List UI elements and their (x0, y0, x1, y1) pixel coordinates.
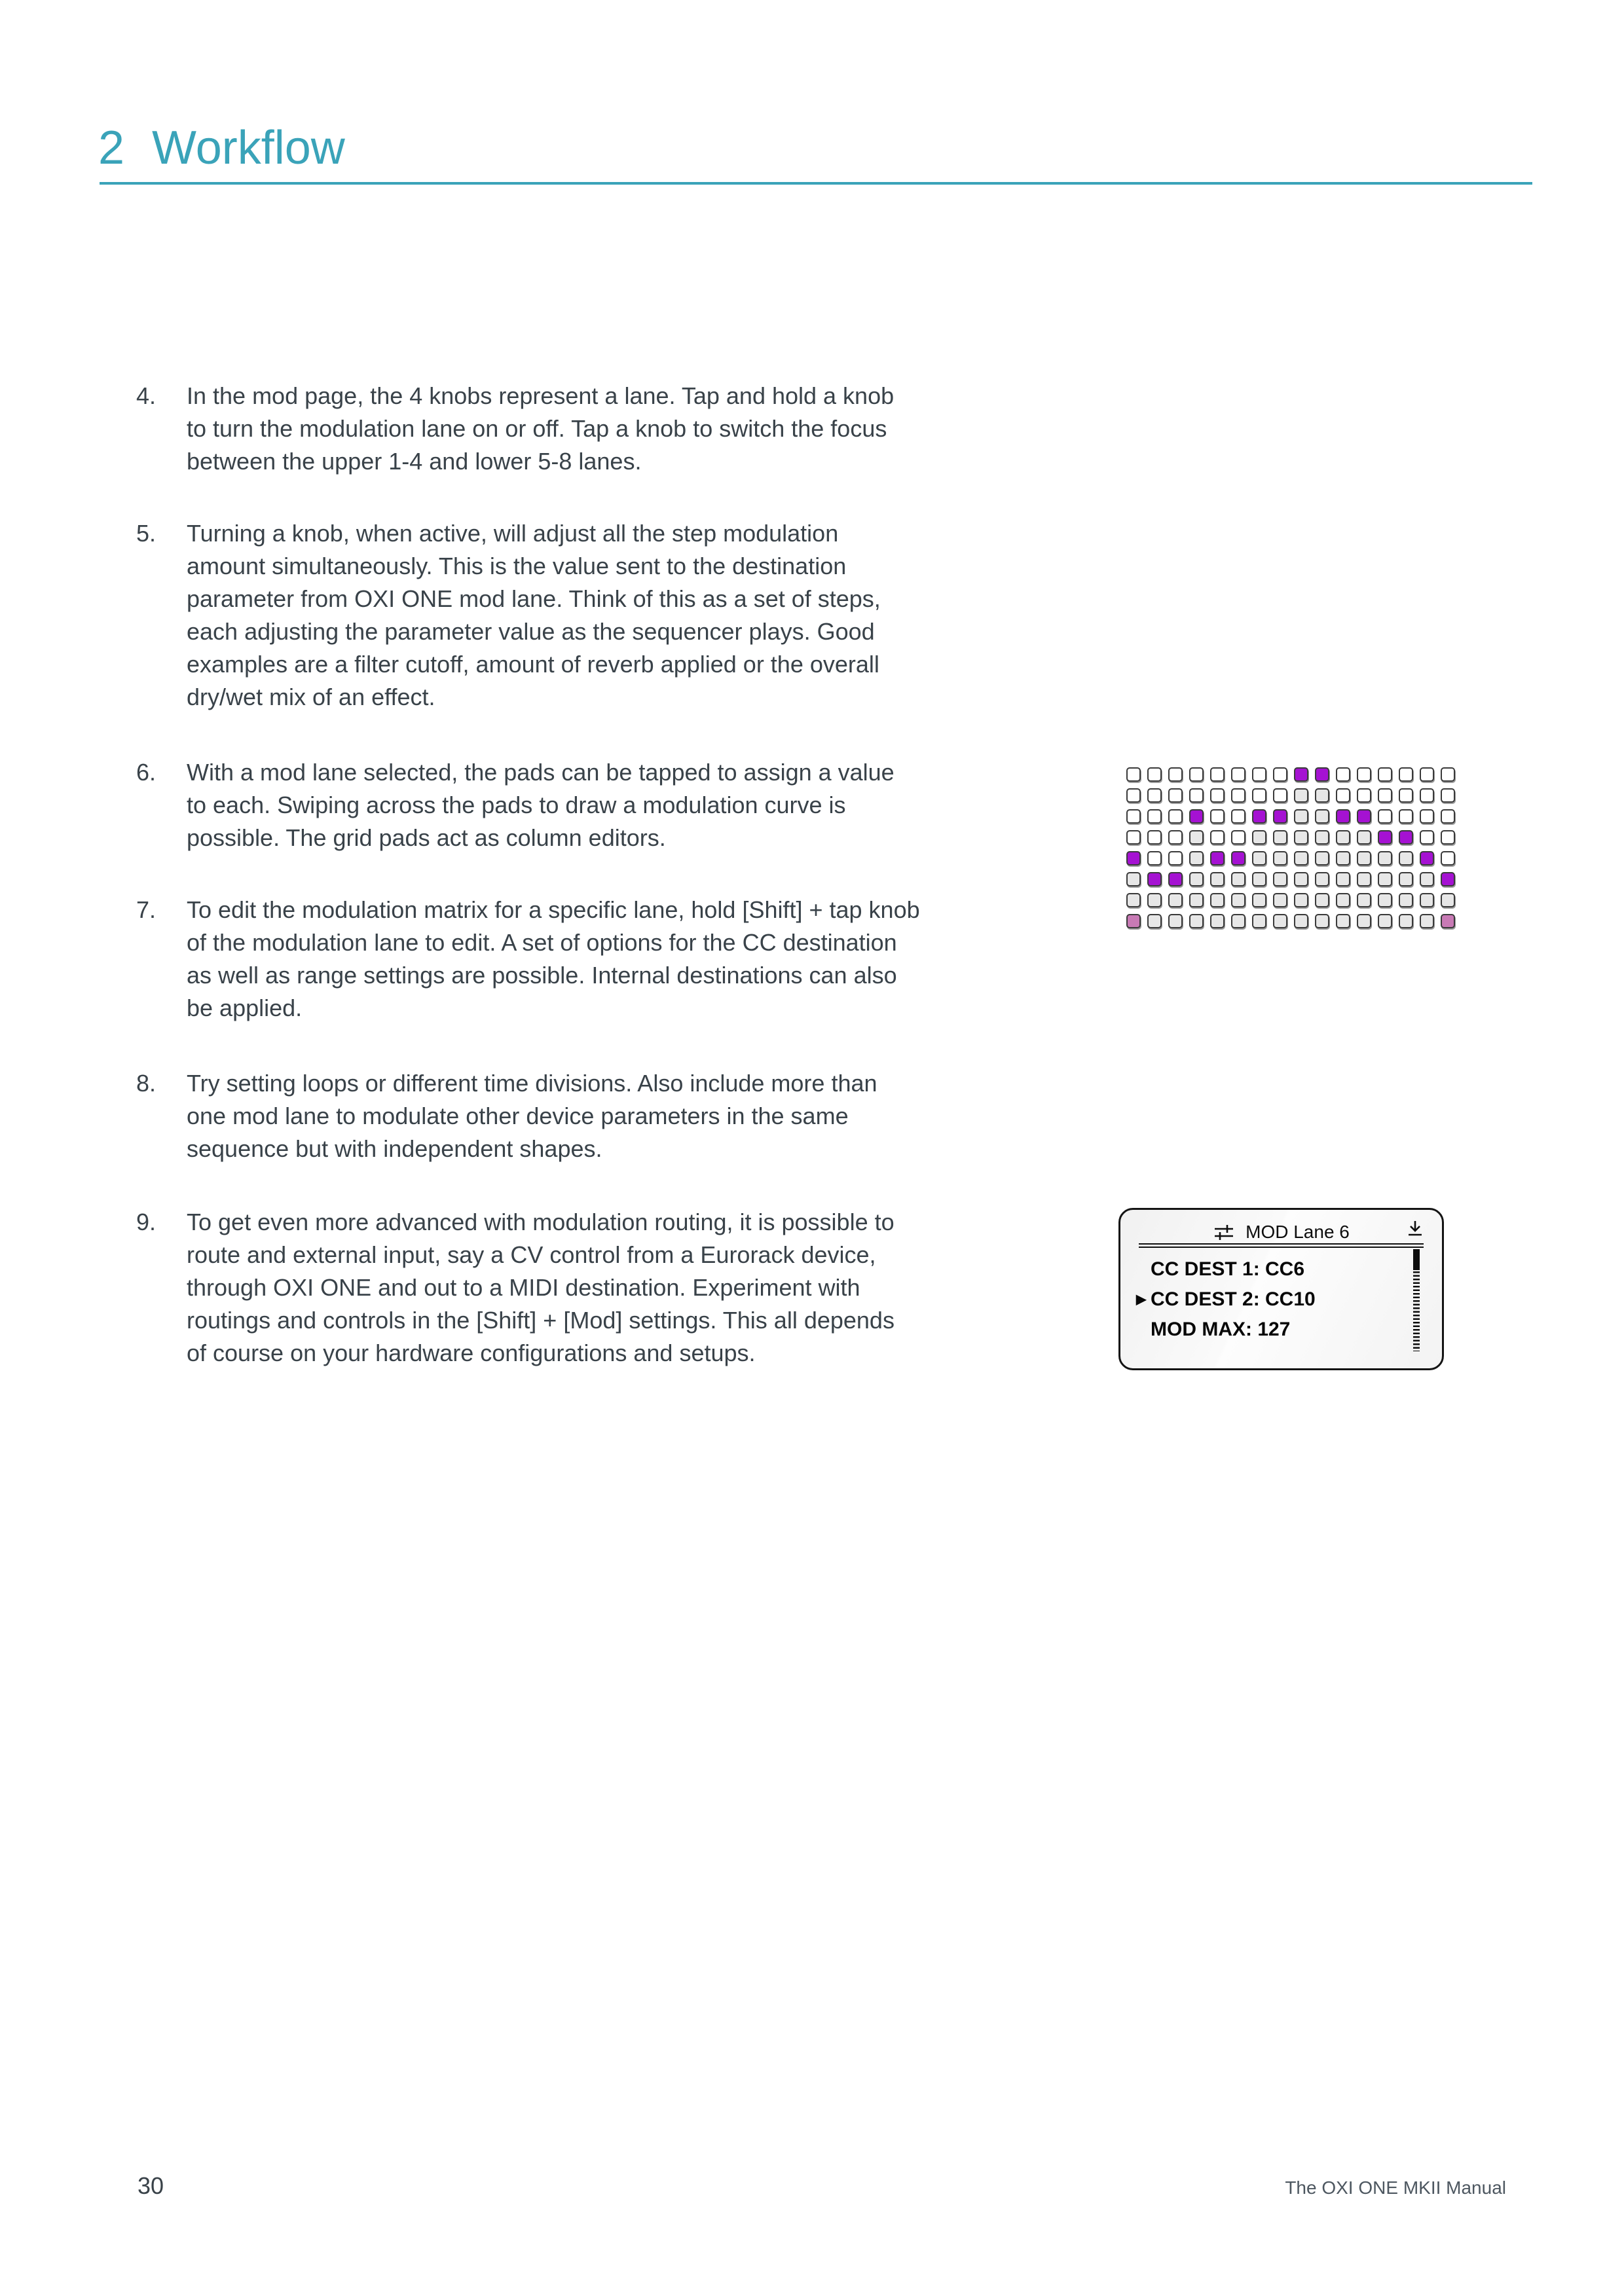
grid-pad-off (1336, 767, 1350, 782)
grid-pad-fill (1315, 851, 1329, 866)
grid-pad-off (1210, 830, 1225, 845)
grid-pad-off (1147, 809, 1162, 824)
grid-pad-fill (1399, 893, 1413, 907)
list-number: 6. (136, 759, 157, 786)
grid-pad-fill (1126, 872, 1141, 886)
menu-row-cc-dest-2 (1136, 1285, 1403, 1315)
grid-pad-fill (1336, 893, 1350, 907)
text-line: With a mod lane selected, the pads can be tapped to assign a value (187, 759, 895, 786)
grid-pad-off (1357, 788, 1371, 803)
grid-pad-fill (1231, 872, 1246, 886)
grid-pad-fill (1315, 872, 1329, 886)
grid-pad-off (1210, 788, 1225, 803)
grid-pad-off (1441, 767, 1455, 782)
display-menu (1136, 1254, 1403, 1345)
scrollbar-track (1413, 1271, 1420, 1351)
menu-cursor-icon: ▶ (1136, 1292, 1147, 1307)
text-line: parameter from OXI ONE mod lane. Think of this as a set of steps, (187, 585, 881, 612)
grid-pad-off (1147, 830, 1162, 845)
grid-pad-fill (1441, 893, 1455, 907)
list-item-9 (136, 1206, 1053, 1370)
scrollbar-thumb (1413, 1249, 1420, 1270)
grid-pad-fill (1252, 872, 1266, 886)
grid-pad-off (1168, 809, 1183, 824)
text-line: of the modulation lane to edit. A set of options for the CC destination (187, 929, 897, 956)
text-line: examples are a filter cutoff, amount of reverb applied or the overall (187, 651, 879, 678)
grid-pad-off (1210, 767, 1225, 782)
grid-pad-off (1420, 788, 1434, 803)
oled-display-illustration (1118, 1208, 1444, 1370)
chapter-heading (98, 120, 345, 175)
grid-pad-fill (1273, 893, 1287, 907)
grid-pad-off (1420, 767, 1434, 782)
grid-pad-fill (1315, 830, 1329, 845)
text-line: route and external input, say a CV control from a Eurorack device, (187, 1241, 876, 1268)
grid-pad-off (1147, 788, 1162, 803)
grid-pad-fill (1273, 914, 1287, 928)
grid-pad-fill (1378, 872, 1392, 886)
grid-pad-active (1378, 830, 1392, 845)
text-line: To edit the modulation matrix for a specific lane, hold [Shift] + tap knob (187, 896, 920, 923)
grid-pad-off (1441, 851, 1455, 866)
page-number: 30 (138, 2172, 164, 2199)
list-item-6 (136, 756, 1053, 854)
list-item-text (187, 1206, 1053, 1370)
grid-pad-fill (1336, 872, 1350, 886)
grid-pad-corner (1126, 914, 1141, 928)
grid-pad-off (1441, 830, 1455, 845)
grid-pad-fill (1399, 851, 1413, 866)
grid-pad-active (1126, 851, 1141, 866)
grid-pad-fill (1315, 914, 1329, 928)
grid-pad-fill (1294, 851, 1308, 866)
text-line: amount simultaneously. This is the value sent to the destination (187, 553, 847, 579)
grid-pad-fill (1147, 893, 1162, 907)
grid-pad-off (1189, 788, 1204, 803)
grid-pad-fill (1189, 830, 1204, 845)
grid-pad-off (1231, 809, 1246, 824)
grid-pad-off (1441, 809, 1455, 824)
list-number: 8. (136, 1070, 157, 1097)
list-number: 5. (136, 520, 157, 547)
text-line: possible. The grid pads act as column editors. (187, 824, 666, 851)
grid-pad-fill (1189, 851, 1204, 866)
grid-pad-fill (1357, 914, 1371, 928)
grid-pad-active (1336, 809, 1350, 824)
grid-pad-fill (1315, 788, 1329, 803)
text-line: to turn the modulation lane on or off. Tap a knob to switch the focus (187, 415, 887, 442)
grid-pad-off (1378, 788, 1392, 803)
grid-pad-off (1126, 788, 1141, 803)
grid-pad-active (1210, 851, 1225, 866)
grid-pad-fill (1147, 914, 1162, 928)
grid-pad-off (1357, 767, 1371, 782)
grid-pad-off (1126, 809, 1141, 824)
grid-pad-fill (1294, 809, 1308, 824)
grid-pad-off (1168, 788, 1183, 803)
list-item-text (187, 894, 1053, 1025)
list-item-text (187, 517, 1053, 714)
grid-pad-active (1294, 767, 1308, 782)
grid-pad-active (1399, 830, 1413, 845)
grid-pad-fill (1210, 872, 1225, 886)
chapter-title: Workflow (152, 122, 345, 174)
grid-pad-fill (1273, 830, 1287, 845)
display-title: MOD Lane 6 (1246, 1222, 1350, 1242)
grid-pad-active (1315, 767, 1329, 782)
text-line: one mod lane to modulate other device parameters in the same (187, 1102, 849, 1129)
grid-pad-fill (1210, 914, 1225, 928)
display-header (1120, 1220, 1442, 1244)
grid-pad-off (1126, 830, 1141, 845)
grid-pad-fill (1399, 914, 1413, 928)
grid-pad-off (1273, 767, 1287, 782)
grid-pad-fill (1294, 893, 1308, 907)
grid-pad-active (1420, 851, 1434, 866)
grid-pad-off (1378, 767, 1392, 782)
mod-pad-grid-illustration (1126, 767, 1455, 928)
grid-pad-off (1168, 767, 1183, 782)
grid-pad-off (1231, 767, 1246, 782)
grid-pad-fill (1273, 872, 1287, 886)
grid-pad-off (1399, 767, 1413, 782)
grid-pad-active (1168, 872, 1183, 886)
grid-pad-off (1210, 809, 1225, 824)
text-line: as well as range settings are possible. Internal destinations can also (187, 962, 897, 989)
menu-item-label: MOD MAX: 127 (1151, 1319, 1291, 1340)
grid-pad-fill (1378, 893, 1392, 907)
grid-pad-active (1147, 872, 1162, 886)
grid-pad-fill (1252, 914, 1266, 928)
text-line: between the upper 1-4 and lower 5-8 lanes. (187, 448, 642, 475)
text-line: To get even more advanced with modulation routing, it is possible to (187, 1209, 895, 1235)
grid-pad-off (1252, 767, 1266, 782)
list-item-4 (136, 380, 1053, 478)
grid-pad-fill (1273, 851, 1287, 866)
grid-pad-fill (1252, 893, 1266, 907)
text-line: be applied. (187, 994, 303, 1021)
grid-pad-active (1357, 809, 1371, 824)
grid-pad-fill (1357, 851, 1371, 866)
text-line: of course on your hardware configurations and setups. (187, 1339, 756, 1366)
grid-pad-active (1441, 872, 1455, 886)
list-number: 4. (136, 382, 157, 409)
menu-item-label: CC DEST 2: CC10 (1151, 1288, 1316, 1310)
grid-pad-fill (1210, 893, 1225, 907)
grid-pad-off (1168, 851, 1183, 866)
grid-pad-active (1231, 851, 1246, 866)
grid-pad-fill (1357, 872, 1371, 886)
list-item-text (187, 756, 1053, 854)
list-item-7 (136, 894, 1053, 1025)
grid-pad-fill (1252, 851, 1266, 866)
list-item-8 (136, 1067, 1053, 1165)
grid-pad-off (1126, 767, 1141, 782)
grid-pad-fill (1315, 809, 1329, 824)
grid-pad-fill (1315, 893, 1329, 907)
grid-pad-fill (1420, 872, 1434, 886)
list-item-text (187, 380, 1053, 478)
list-number: 9. (136, 1209, 157, 1235)
grid-pad-fill (1420, 914, 1434, 928)
grid-pad-off (1420, 830, 1434, 845)
grid-pad-fill (1189, 914, 1204, 928)
grid-pad-off (1147, 851, 1162, 866)
menu-row-mod-max (1151, 1315, 1403, 1345)
grid-pad-fill (1126, 893, 1141, 907)
grid-pad-fill (1399, 872, 1413, 886)
text-line: dry/wet mix of an effect. (187, 683, 435, 710)
grid-pad-fill (1357, 893, 1371, 907)
chapter-rule (100, 182, 1532, 185)
grid-pad-off (1252, 788, 1266, 803)
sliders-icon (1213, 1224, 1235, 1241)
grid-pad-corner (1441, 914, 1455, 928)
text-line: routings and controls in the [Shift] + [Mod] settings. This all depends (187, 1307, 895, 1334)
grid-pad-fill (1231, 893, 1246, 907)
grid-pad-active (1252, 809, 1266, 824)
grid-pad-fill (1294, 872, 1308, 886)
display-scrollbar (1413, 1249, 1420, 1351)
download-icon (1405, 1219, 1425, 1240)
grid-pad-fill (1252, 830, 1266, 845)
grid-pad-off (1399, 788, 1413, 803)
list-number: 7. (136, 896, 157, 923)
grid-pad-off (1231, 830, 1246, 845)
grid-pad-fill (1294, 788, 1308, 803)
manual-title: The OXI ONE MKII Manual (1285, 2178, 1506, 2198)
grid-pad-fill (1357, 830, 1371, 845)
grid-pad-fill (1378, 851, 1392, 866)
grid-pad-off (1336, 788, 1350, 803)
text-line: In the mod page, the 4 knobs represent a lane. Tap and hold a knob (187, 382, 895, 409)
text-line: each adjusting the parameter value as the sequencer plays. Good (187, 618, 875, 645)
grid-pad-off (1378, 809, 1392, 824)
text-line: sequence but with independent shapes. (187, 1135, 602, 1162)
text-line: Turning a knob, when active, will adjust all the step modulation (187, 520, 839, 547)
grid-pad-fill (1231, 914, 1246, 928)
grid-pad-off (1273, 788, 1287, 803)
grid-pad-active (1273, 809, 1287, 824)
grid-pad-fill (1378, 914, 1392, 928)
menu-row-cc-dest-1 (1151, 1254, 1403, 1285)
grid-pad-off (1168, 830, 1183, 845)
grid-pad-off (1420, 809, 1434, 824)
grid-pad-fill (1336, 851, 1350, 866)
grid-pad-off (1441, 788, 1455, 803)
grid-pad-fill (1336, 914, 1350, 928)
list-item-5 (136, 517, 1053, 714)
grid-pad-fill (1294, 914, 1308, 928)
display-separator (1139, 1243, 1424, 1248)
grid-pad-off (1189, 767, 1204, 782)
grid-pad-fill (1168, 914, 1183, 928)
grid-pad-fill (1168, 893, 1183, 907)
grid-pad-off (1147, 767, 1162, 782)
text-line: to each. Swiping across the pads to draw a modulation curve is (187, 792, 846, 818)
text-line: Try setting loops or different time divisions. Also include more than (187, 1070, 877, 1097)
chapter-number: 2 (98, 122, 125, 174)
grid-pad-off (1399, 809, 1413, 824)
grid-pad-fill (1189, 872, 1204, 886)
grid-pad-active (1189, 809, 1204, 824)
menu-item-label: CC DEST 1: CC6 (1151, 1258, 1305, 1280)
grid-pad-fill (1189, 893, 1204, 907)
list-item-text (187, 1067, 1053, 1165)
grid-pad-fill (1420, 893, 1434, 907)
text-line: through OXI ONE and out to a MIDI destination. Experiment with (187, 1274, 860, 1301)
grid-pad-fill (1336, 830, 1350, 845)
grid-pad-off (1231, 788, 1246, 803)
grid-pad-fill (1294, 830, 1308, 845)
